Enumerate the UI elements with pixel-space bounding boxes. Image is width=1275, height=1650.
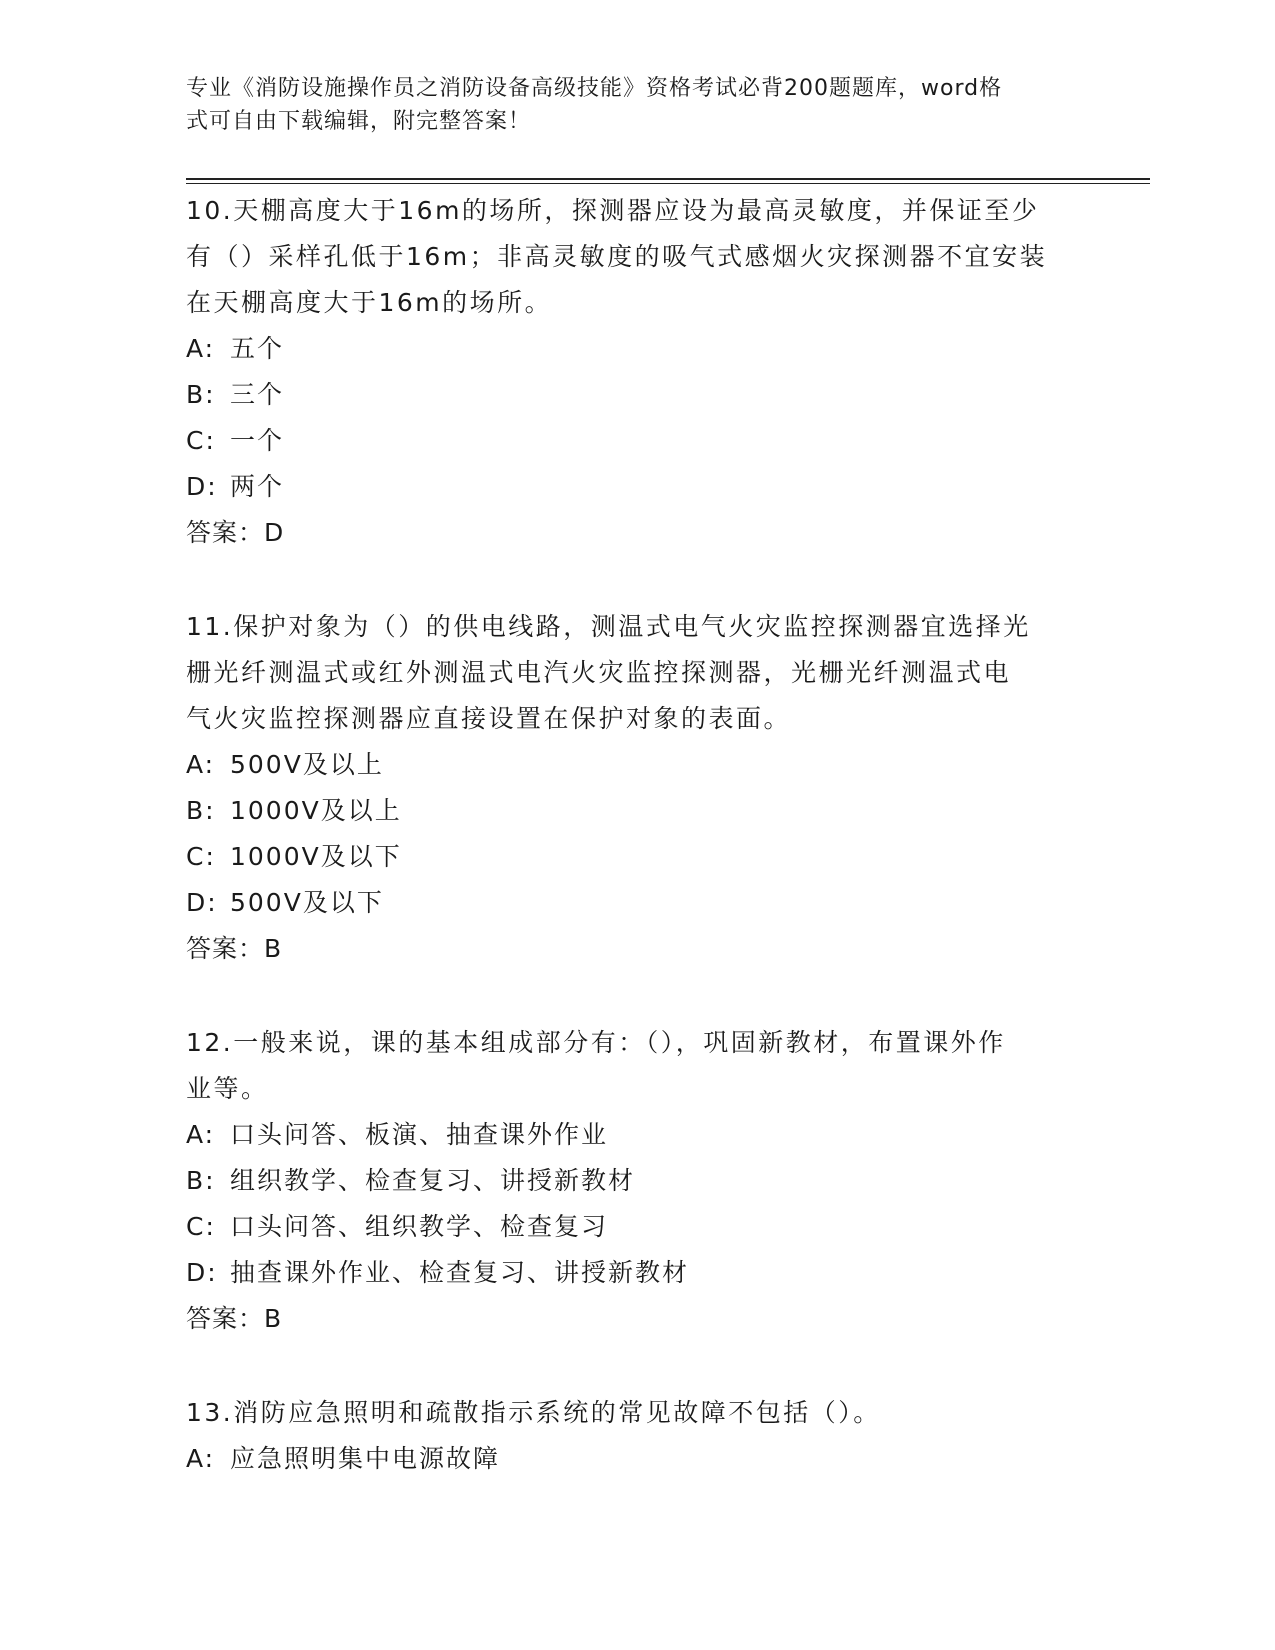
option-text: 1000V及以下	[230, 842, 402, 871]
header-line-2: 式可自由下载编辑，附完整答案！	[186, 109, 532, 134]
question-stem-line: 12.一般来说，课的基本组成部分有：（），巩固新教材，布置课外作	[186, 1028, 1006, 1057]
header-divider-thin	[186, 183, 1150, 184]
option-text: 口头问答、组织教学、检查复习	[230, 1212, 609, 1241]
option-letter: A:	[186, 1444, 216, 1473]
answer-option	[186, 834, 1086, 880]
option-letter: C:	[186, 426, 216, 455]
option-text: 1000V及以上	[230, 796, 402, 825]
option-letter: B:	[186, 796, 216, 825]
question-list	[186, 188, 1086, 1482]
option-letter: D:	[186, 472, 218, 501]
option-text: 500V及以上	[230, 750, 384, 779]
option-text: 三个	[230, 380, 285, 409]
answer-option	[186, 418, 1086, 464]
question-block	[186, 1390, 1086, 1482]
option-text: 两个	[230, 472, 285, 501]
question-stem-line: 11.保护对象为（）的供电线路，测温式电气火灾监控探测器宜选择光	[186, 612, 1031, 641]
option-letter: A:	[186, 1120, 216, 1149]
option-text: 抽查课外作业、检查复习、讲授新教材	[230, 1258, 690, 1287]
header-line-1: 专业《消防设施操作员之消防设备高级技能》资格考试必背200题题库，word格	[186, 76, 1003, 101]
answer-option	[186, 1112, 1086, 1158]
answer-key: 答案：B	[186, 934, 283, 963]
question-block	[186, 1020, 1086, 1342]
question-stem-line: 有（）采样孔低于16m；非高灵敏度的吸气式感烟火灾探测器不宜安装	[186, 242, 1048, 271]
question-block	[186, 604, 1086, 972]
question-stem-line: 气火灾监控探测器应直接设置在保护对象的表面。	[186, 704, 792, 733]
option-letter: A:	[186, 750, 216, 779]
option-letter: C:	[186, 842, 216, 871]
option-letter: D:	[186, 1258, 218, 1287]
option-text: 组织教学、检查复习、讲授新教材	[230, 1166, 636, 1195]
option-text: 应急照明集中电源故障	[230, 1444, 501, 1473]
option-letter: B:	[186, 380, 216, 409]
answer-key: 答案：D	[186, 518, 285, 547]
option-letter: D:	[186, 888, 218, 917]
answer-key: 答案：B	[186, 1304, 283, 1333]
answer-option	[186, 1436, 1086, 1482]
answer-option	[186, 1158, 1086, 1204]
question-stem-line: 10.天棚高度大于16m的场所，探测器应设为最高灵敏度，并保证至少	[186, 196, 1040, 225]
option-letter: B:	[186, 1166, 216, 1195]
answer-option	[186, 880, 1086, 926]
document-header	[186, 72, 1066, 138]
option-text: 一个	[230, 426, 285, 455]
answer-option	[186, 1204, 1086, 1250]
option-text: 五个	[230, 334, 285, 363]
header-divider-thick	[186, 178, 1150, 180]
question-stem-line: 在天棚高度大于16m的场所。	[186, 288, 553, 317]
option-letter: C:	[186, 1212, 216, 1241]
answer-option	[186, 788, 1086, 834]
answer-option	[186, 464, 1086, 510]
option-text: 500V及以下	[230, 888, 384, 917]
question-stem-line: 业等。	[186, 1074, 269, 1103]
answer-option	[186, 742, 1086, 788]
answer-option	[186, 372, 1086, 418]
question-stem-line: 栅光纤测温式或红外测温式电汽火灾监控探测器，光栅光纤测温式电	[186, 658, 1012, 687]
question-block	[186, 188, 1086, 556]
option-text: 口头问答、板演、抽查课外作业	[230, 1120, 609, 1149]
option-letter: A:	[186, 334, 216, 363]
answer-option	[186, 1250, 1086, 1296]
answer-option	[186, 326, 1086, 372]
question-stem-line: 13.消防应急照明和疏散指示系统的常见故障不包括（）。	[186, 1398, 881, 1427]
